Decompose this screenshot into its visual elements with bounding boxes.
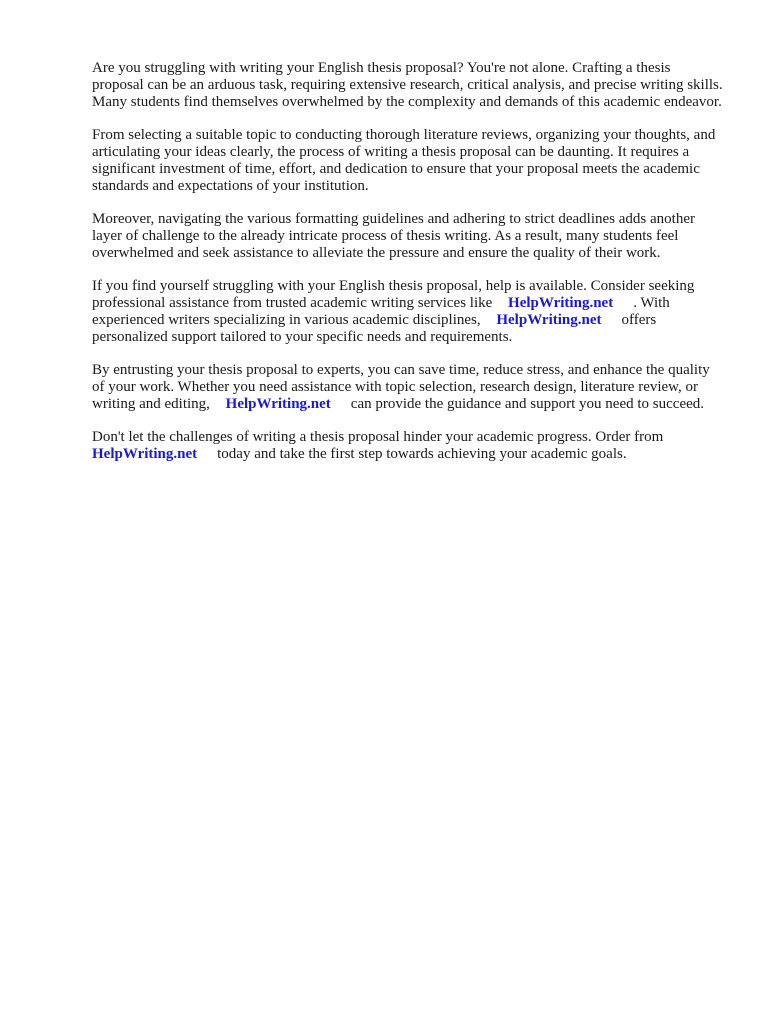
paragraph-text: offers personalized support tailored to your specific needs and requirements.	[92, 312, 657, 345]
paragraph-text: Are you struggling with writing your English thesis proposal? You're not alone. Crafting a thesis proposal can be an arduous task, requiring extensive research, critical analysis, and precise writing skills. Many students find themselves overwhelmed by the complexity and demands of this academic endeavor.	[92, 60, 723, 110]
paragraph-intro	[92, 60, 724, 111]
paragraph-help	[92, 278, 724, 346]
helpwriting-link[interactable]: HelpWriting.net	[508, 295, 614, 311]
document-body	[92, 60, 724, 479]
paragraph-text: can provide the guidance and support you need to succeed.	[350, 396, 705, 412]
paragraph-experts	[92, 362, 724, 413]
paragraph-formatting	[92, 211, 724, 262]
paragraph-text: From selecting a suitable topic to conducting thorough literature reviews, organizing your thoughts, and articulating your ideas clearly, the process of writing a thesis proposal can be daunting. It requires a significant investment of time, effort, and dedication to ensure that your proposal meets the academic standards and expectations of your institution.	[92, 127, 716, 194]
paragraph-text: By entrusting your thesis proposal to experts, you can save time, reduce stress, and enhance the quality of your work. Whether you need assistance with topic selection, research design, literature review, or writing and editing,	[92, 362, 710, 412]
helpwriting-link[interactable]: HelpWriting.net	[225, 396, 331, 412]
helpwriting-link[interactable]: HelpWriting.net	[92, 446, 198, 462]
paragraph-text: Don't let the challenges of writing a thesis proposal hinder your academic progress. Order from	[92, 429, 664, 445]
paragraph-text: today and take the first step towards achieving your academic goals.	[217, 446, 627, 462]
paragraph-text: If you find yourself struggling with your English thesis proposal, help is available. Consider seeking professional assistance from trusted academic writing services like	[92, 278, 695, 311]
paragraph-process	[92, 127, 724, 195]
helpwriting-link[interactable]: HelpWriting.net	[496, 312, 602, 328]
paragraph-text: . With experienced writers specializing in various academic disciplines,	[92, 295, 670, 328]
paragraph-order	[92, 429, 724, 463]
paragraph-text: Moreover, navigating the various formatting guidelines and adhering to strict deadlines adds another layer of challenge to the already intricate process of thesis writing. As a result, many students feel overwhelmed and seek assistance to alleviate the pressure and ensure the quality of their work.	[92, 211, 695, 261]
